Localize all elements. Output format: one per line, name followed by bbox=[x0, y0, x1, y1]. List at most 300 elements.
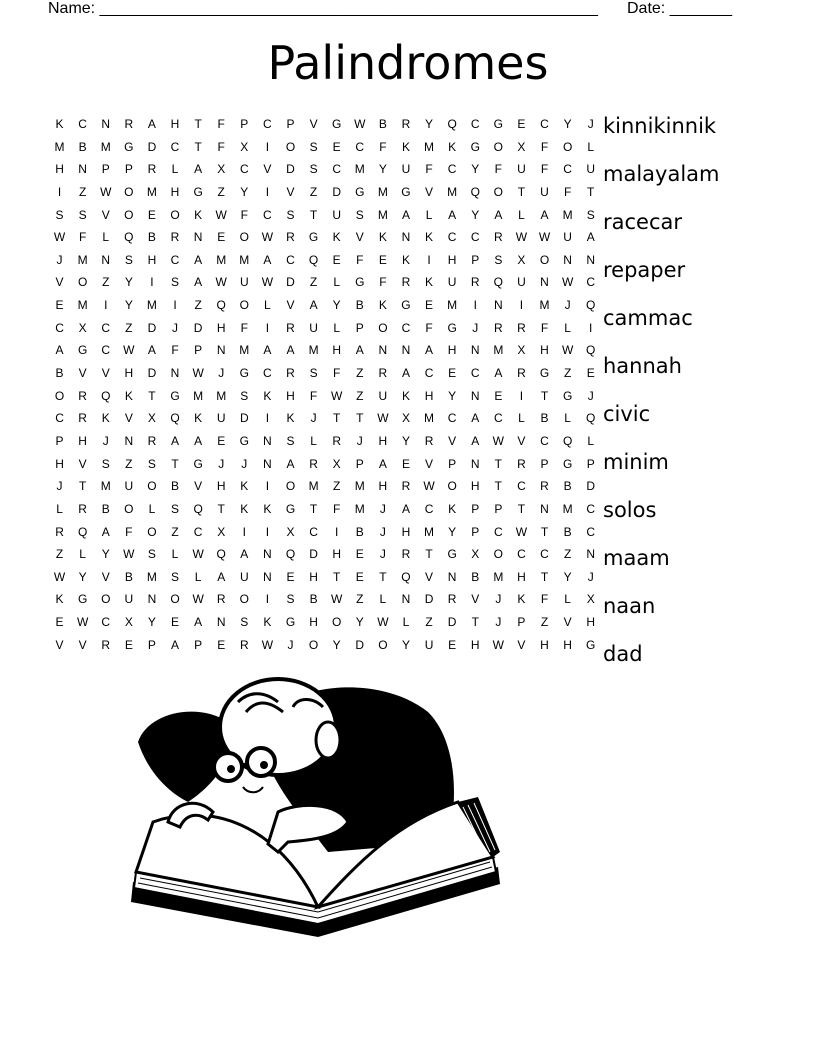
grid-letter: U bbox=[447, 275, 457, 290]
grid-letter: C bbox=[586, 501, 596, 516]
grid-letter: V bbox=[55, 637, 64, 652]
grid-letter: R bbox=[216, 592, 226, 607]
grid-letter: N bbox=[101, 117, 111, 131]
grid-letter: K bbox=[401, 139, 410, 154]
grid-letter: F bbox=[540, 320, 549, 335]
grid-letter: S bbox=[55, 207, 64, 222]
grid-letter: Y bbox=[332, 637, 341, 652]
grid-letter: B bbox=[309, 592, 318, 607]
grid-letter: I bbox=[265, 411, 270, 426]
word-list-item: maam bbox=[603, 546, 670, 570]
grid-letter: Q bbox=[216, 547, 226, 562]
grid-letter: L bbox=[518, 207, 525, 222]
grid-letter: N bbox=[101, 252, 111, 267]
grid-letter: H bbox=[447, 343, 457, 358]
grid-letter: M bbox=[562, 501, 573, 516]
grid-letter: Z bbox=[217, 184, 225, 199]
grid-letter: J bbox=[379, 547, 386, 562]
grid-letter: Z bbox=[125, 456, 133, 471]
grid-letter: H bbox=[216, 320, 226, 335]
grid-letter: F bbox=[171, 343, 179, 358]
grid-letter: G bbox=[239, 366, 249, 381]
grid-letter: L bbox=[79, 547, 86, 562]
grid-letter: R bbox=[424, 433, 434, 448]
grid-letter: T bbox=[517, 184, 526, 199]
grid-letter: W bbox=[515, 230, 528, 245]
grid-letter: G bbox=[447, 320, 457, 335]
grid-letter: M bbox=[77, 298, 88, 313]
grid-letter: Y bbox=[471, 162, 480, 177]
grid-letter: N bbox=[470, 456, 480, 471]
grid-letter: M bbox=[493, 343, 504, 358]
grid-letter: H bbox=[401, 524, 411, 539]
grid-letter: C bbox=[263, 117, 272, 131]
grid-letter: H bbox=[124, 366, 134, 381]
grid-letter: A bbox=[286, 343, 295, 358]
grid-letter: C bbox=[424, 501, 434, 516]
grid-letter: W bbox=[538, 230, 551, 245]
grid-letter: R bbox=[332, 433, 341, 448]
grid-letter: B bbox=[171, 479, 180, 494]
grid-letter: K bbox=[240, 479, 249, 494]
grid-letter: C bbox=[517, 547, 526, 562]
grid-letter: F bbox=[379, 139, 387, 154]
grid-letter: P bbox=[494, 501, 503, 516]
grid-letter: O bbox=[493, 139, 503, 154]
grid-letter: F bbox=[217, 117, 225, 131]
grid-letter: H bbox=[55, 162, 64, 177]
grid-letter: G bbox=[193, 184, 203, 199]
grid-letter: Y bbox=[147, 615, 156, 630]
grid-row bbox=[48, 158, 602, 181]
grid-letter: Q bbox=[447, 117, 457, 131]
grid-letter: O bbox=[124, 207, 134, 222]
grid-letter: M bbox=[424, 411, 435, 426]
grid-letter: F bbox=[425, 320, 433, 335]
grid-letter: G bbox=[447, 547, 457, 562]
grid-letter: N bbox=[586, 252, 596, 267]
grid-letter: C bbox=[101, 343, 111, 358]
grid-letter: O bbox=[147, 524, 157, 539]
grid-letter: J bbox=[56, 252, 63, 267]
grid-letter: C bbox=[263, 207, 272, 222]
grid-letter: L bbox=[148, 501, 156, 516]
grid-letter: L bbox=[333, 275, 341, 290]
grid-letter: Y bbox=[448, 524, 457, 539]
grid-letter: T bbox=[333, 569, 341, 584]
grid-letter: V bbox=[563, 615, 572, 630]
grid-letter: D bbox=[309, 547, 318, 562]
grid-letter: W bbox=[215, 207, 227, 222]
grid-letter: F bbox=[333, 501, 341, 516]
grid-letter: A bbox=[401, 366, 410, 381]
grid-letter: H bbox=[170, 184, 180, 199]
grid-letter: J bbox=[495, 592, 502, 607]
grid-letter: W bbox=[331, 388, 343, 403]
grid-letter: W bbox=[192, 366, 204, 381]
grid-letter: O bbox=[332, 615, 342, 630]
grid-letter: B bbox=[563, 479, 572, 494]
grid-letter: G bbox=[401, 184, 411, 199]
grid-letter: T bbox=[217, 501, 225, 516]
grid-letter: A bbox=[194, 433, 203, 448]
grid-letter: Q bbox=[470, 184, 480, 199]
grid-letter: P bbox=[586, 456, 595, 471]
grid-letter: C bbox=[447, 411, 457, 426]
grid-letter: S bbox=[240, 615, 249, 630]
grid-letter: Q bbox=[586, 411, 596, 426]
grid-letter: K bbox=[55, 592, 64, 607]
grid-letter: S bbox=[494, 252, 503, 267]
grid-letter: K bbox=[425, 275, 434, 290]
grid-letter: F bbox=[356, 252, 364, 267]
grid-letter: W bbox=[354, 117, 366, 131]
grid-letter: R bbox=[493, 320, 503, 335]
grid-letter: U bbox=[517, 275, 526, 290]
grid-letter: F bbox=[540, 139, 549, 154]
grid-letter: T bbox=[333, 411, 341, 426]
grid-letter: E bbox=[425, 298, 434, 313]
grid-letter: C bbox=[540, 117, 549, 131]
grid-letter: A bbox=[401, 207, 410, 222]
grid-letter: Q bbox=[285, 547, 296, 562]
word-list-item: naan bbox=[603, 594, 656, 618]
grid-letter: H bbox=[586, 615, 596, 630]
grid-letter: O bbox=[562, 139, 573, 154]
grid-letter: M bbox=[54, 139, 65, 154]
grid-letter: N bbox=[216, 343, 226, 358]
grid-letter: C bbox=[332, 162, 341, 177]
grid-letter: Y bbox=[240, 184, 249, 199]
grid-letter: Z bbox=[563, 547, 572, 562]
grid-letter: V bbox=[517, 433, 526, 448]
grid-letter: N bbox=[216, 615, 226, 630]
grid-letter: B bbox=[540, 411, 549, 426]
grid-letter: K bbox=[401, 388, 410, 403]
grid-letter: E bbox=[147, 207, 156, 222]
grid-letter: C bbox=[563, 162, 572, 177]
grid-letter: D bbox=[286, 275, 295, 290]
grid-letter: Y bbox=[448, 388, 457, 403]
grid-letter: Y bbox=[401, 637, 410, 652]
grid-letter: I bbox=[265, 320, 270, 335]
grid-letter: P bbox=[517, 615, 526, 630]
grid-letter: E bbox=[355, 569, 364, 584]
grid-letter: R bbox=[401, 275, 411, 290]
grid-letter: H bbox=[470, 479, 480, 494]
grid-letter: A bbox=[263, 343, 272, 358]
grid-letter: U bbox=[563, 230, 572, 245]
grid-letter: R bbox=[286, 230, 295, 245]
grid-letter: P bbox=[101, 162, 110, 177]
grid-row bbox=[48, 385, 602, 408]
grid-letter: G bbox=[285, 615, 296, 630]
grid-letter: R bbox=[493, 230, 503, 245]
grid-row bbox=[48, 113, 602, 136]
grid-letter: V bbox=[425, 569, 434, 584]
grid-letter: K bbox=[101, 411, 110, 426]
grid-letter: U bbox=[517, 162, 526, 177]
grid-letter: Y bbox=[355, 615, 364, 630]
grid-row bbox=[48, 136, 602, 159]
grid-letter: W bbox=[76, 615, 89, 630]
grid-letter: L bbox=[171, 547, 179, 562]
grid-letter: N bbox=[540, 501, 549, 516]
grid-letter: N bbox=[263, 456, 272, 471]
grid-letter: O bbox=[101, 592, 111, 607]
grid-letter: A bbox=[471, 433, 480, 448]
grid-letter: L bbox=[564, 320, 571, 335]
grid-letter: R bbox=[401, 547, 411, 562]
grid-letter: U bbox=[332, 207, 341, 222]
grid-letter: B bbox=[471, 569, 480, 584]
grid-letter: U bbox=[309, 320, 318, 335]
grid-letter: U bbox=[239, 569, 249, 584]
grid-letter: I bbox=[519, 298, 524, 313]
grid-letter: L bbox=[425, 207, 433, 222]
grid-letter: M bbox=[539, 298, 550, 313]
grid-row bbox=[48, 226, 602, 249]
word-list-item: malayalam bbox=[603, 162, 720, 186]
grid-letter: C bbox=[101, 320, 111, 335]
grid-letter: E bbox=[217, 230, 226, 245]
grid-letter: R bbox=[401, 117, 411, 131]
grid-letter: E bbox=[55, 298, 64, 313]
grid-letter: H bbox=[332, 343, 341, 358]
grid-letter: M bbox=[308, 479, 319, 494]
grid-letter: G bbox=[470, 139, 480, 154]
grid-letter: O bbox=[308, 637, 319, 652]
grid-letter: C bbox=[470, 230, 480, 245]
word-list-item: dad bbox=[603, 642, 643, 666]
grid-letter: R bbox=[78, 388, 87, 403]
grid-letter: M bbox=[447, 184, 458, 199]
grid-letter: G bbox=[285, 501, 296, 516]
word-list-item: cammac bbox=[603, 306, 693, 330]
grid-letter: N bbox=[378, 343, 388, 358]
page-title: Palindromes bbox=[267, 36, 549, 90]
grid-letter: C bbox=[170, 252, 180, 267]
grid-letter: H bbox=[55, 456, 64, 471]
grid-letter: I bbox=[265, 184, 270, 199]
grid-letter: S bbox=[309, 162, 318, 177]
grid-letter: C bbox=[447, 230, 457, 245]
grid-letter: Z bbox=[102, 275, 110, 290]
grid-letter: N bbox=[401, 343, 411, 358]
grid-letter: A bbox=[171, 433, 180, 448]
grid-letter: W bbox=[492, 637, 504, 652]
grid-row bbox=[48, 294, 602, 317]
grid-letter: P bbox=[147, 637, 156, 652]
grid-letter: F bbox=[217, 139, 225, 154]
grid-letter: A bbox=[286, 456, 295, 471]
grid-letter: G bbox=[355, 184, 365, 199]
grid-row bbox=[48, 249, 602, 272]
grid-letter: M bbox=[146, 184, 157, 199]
grid-letter: J bbox=[356, 433, 363, 448]
grid-letter: X bbox=[517, 343, 526, 358]
grid-letter: U bbox=[239, 275, 249, 290]
grid-row bbox=[48, 317, 602, 340]
grid-letter: Q bbox=[562, 433, 573, 448]
grid-letter: X bbox=[78, 320, 87, 335]
grid-letter: O bbox=[447, 479, 457, 494]
grid-letter: V bbox=[78, 366, 87, 381]
grid-letter: C bbox=[493, 524, 503, 539]
glasses-right-lens bbox=[247, 748, 275, 776]
grid-letter: G bbox=[562, 388, 573, 403]
word-list-item: civic bbox=[603, 402, 651, 426]
grid-letter: C bbox=[401, 320, 411, 335]
grid-letter: K bbox=[263, 615, 272, 630]
grid-letter: I bbox=[427, 252, 431, 267]
grid-letter: M bbox=[354, 501, 365, 516]
grid-letter: O bbox=[239, 230, 249, 245]
grid-letter: I bbox=[265, 592, 270, 607]
grid-letter: Z bbox=[563, 366, 572, 381]
grid-letter: N bbox=[263, 547, 272, 562]
grid-row bbox=[48, 181, 602, 204]
grid-letter: C bbox=[239, 162, 249, 177]
grid-letter: N bbox=[493, 298, 503, 313]
grid-letter: N bbox=[447, 569, 457, 584]
grid-letter: A bbox=[448, 207, 457, 222]
grid-letter: C bbox=[540, 433, 549, 448]
grid-letter: A bbox=[586, 230, 595, 245]
grid-letter: M bbox=[146, 569, 157, 584]
grid-letter: J bbox=[472, 320, 479, 335]
grid-letter: W bbox=[331, 592, 343, 607]
grid-letter: Y bbox=[563, 117, 572, 131]
grid-letter: O bbox=[285, 139, 296, 154]
grid-letter: A bbox=[471, 411, 480, 426]
grid-letter: X bbox=[286, 524, 295, 539]
grid-letter: F bbox=[333, 366, 341, 381]
grid-letter: M bbox=[216, 388, 227, 403]
grid-letter: A bbox=[194, 162, 203, 177]
grid-letter: P bbox=[471, 501, 480, 516]
grid-letter: V bbox=[78, 456, 87, 471]
grid-letter: G bbox=[193, 456, 203, 471]
grid-letter: C bbox=[55, 411, 64, 426]
grid-letter: T bbox=[194, 139, 202, 154]
grid-letter: M bbox=[424, 139, 435, 154]
grid-letter: H bbox=[332, 547, 341, 562]
grid-letter: K bbox=[378, 298, 387, 313]
grid-letter: I bbox=[57, 184, 62, 199]
grid-letter: D bbox=[332, 184, 341, 199]
grid-letter: L bbox=[56, 501, 63, 516]
grid-row bbox=[48, 634, 602, 657]
grid-letter: E bbox=[171, 615, 180, 630]
grid-letter: I bbox=[519, 388, 524, 403]
grid-letter: Y bbox=[378, 162, 387, 177]
grid-letter: W bbox=[123, 547, 135, 562]
grid-letter: U bbox=[378, 388, 388, 403]
grid-letter: Q bbox=[401, 569, 411, 584]
grid-letter: A bbox=[494, 366, 503, 381]
grid-letter: B bbox=[101, 501, 110, 516]
grid-letter: G bbox=[332, 117, 342, 131]
grid-letter: P bbox=[448, 456, 457, 471]
grid-letter: K bbox=[263, 501, 272, 516]
grid-letter: F bbox=[563, 184, 572, 199]
grid-letter: R bbox=[239, 637, 249, 652]
grid-letter: V bbox=[355, 230, 364, 245]
grid-letter: W bbox=[53, 569, 66, 584]
grid-letter: J bbox=[379, 524, 386, 539]
grid-letter: G bbox=[239, 433, 249, 448]
grid-letter: L bbox=[402, 615, 410, 630]
grid-letter: P bbox=[55, 433, 64, 448]
grid-letter: D bbox=[147, 320, 157, 335]
grid-row bbox=[48, 339, 602, 362]
grid-letter: V bbox=[263, 162, 272, 177]
grid-letter: I bbox=[589, 320, 593, 335]
grid-letter: N bbox=[470, 343, 480, 358]
grid-letter: L bbox=[518, 411, 525, 426]
grid-letter: Q bbox=[170, 411, 180, 426]
name-field-line: Name: ________________________________________________________ bbox=[48, 0, 598, 17]
scholar-reading-book-illustration bbox=[128, 662, 508, 952]
grid-letter: R bbox=[286, 366, 295, 381]
grid-letter: Q bbox=[77, 524, 88, 539]
grid-letter: S bbox=[171, 501, 180, 516]
grid-letter: O bbox=[124, 184, 134, 199]
grid-letter: R bbox=[378, 366, 388, 381]
grid-letter: V bbox=[101, 207, 110, 222]
grid-letter: T bbox=[309, 207, 318, 222]
grid-letter: W bbox=[561, 343, 574, 358]
grid-letter: M bbox=[562, 207, 573, 222]
grid-letter: C bbox=[493, 411, 503, 426]
grid-letter: W bbox=[492, 433, 504, 448]
grid-letter: K bbox=[240, 501, 249, 516]
grid-letter: R bbox=[517, 456, 526, 471]
grid-letter: V bbox=[124, 411, 133, 426]
grid-letter: A bbox=[194, 275, 203, 290]
grid-row bbox=[48, 453, 602, 476]
grid-row bbox=[48, 566, 602, 589]
grid-letter: J bbox=[218, 456, 225, 471]
grid-letter: K bbox=[263, 388, 272, 403]
grid-letter: C bbox=[517, 479, 526, 494]
grid-letter: U bbox=[586, 162, 596, 177]
grid-letter: Q bbox=[586, 298, 596, 313]
grid-letter: U bbox=[401, 162, 411, 177]
grid-letter: A bbox=[240, 547, 249, 562]
grid-letter: Q bbox=[493, 275, 503, 290]
grid-letter: D bbox=[447, 615, 457, 630]
grid-letter: H bbox=[170, 117, 180, 131]
grid-letter: A bbox=[171, 637, 180, 652]
grid-letter: W bbox=[261, 275, 274, 290]
grid-letter: V bbox=[448, 433, 457, 448]
grid-letter: Q bbox=[308, 252, 319, 267]
grid-letter: O bbox=[147, 479, 157, 494]
grid-letter: W bbox=[53, 230, 66, 245]
grid-letter: G bbox=[539, 366, 550, 381]
grid-letter: H bbox=[78, 433, 87, 448]
grid-letter: K bbox=[286, 411, 295, 426]
grid-letter: G bbox=[124, 139, 134, 154]
grid-letter: S bbox=[286, 592, 295, 607]
grid-letter: F bbox=[125, 524, 133, 539]
grid-letter: N bbox=[401, 592, 411, 607]
grid-letter: O bbox=[493, 547, 503, 562]
grid-letter: D bbox=[424, 592, 434, 607]
grid-letter: O bbox=[124, 501, 134, 516]
